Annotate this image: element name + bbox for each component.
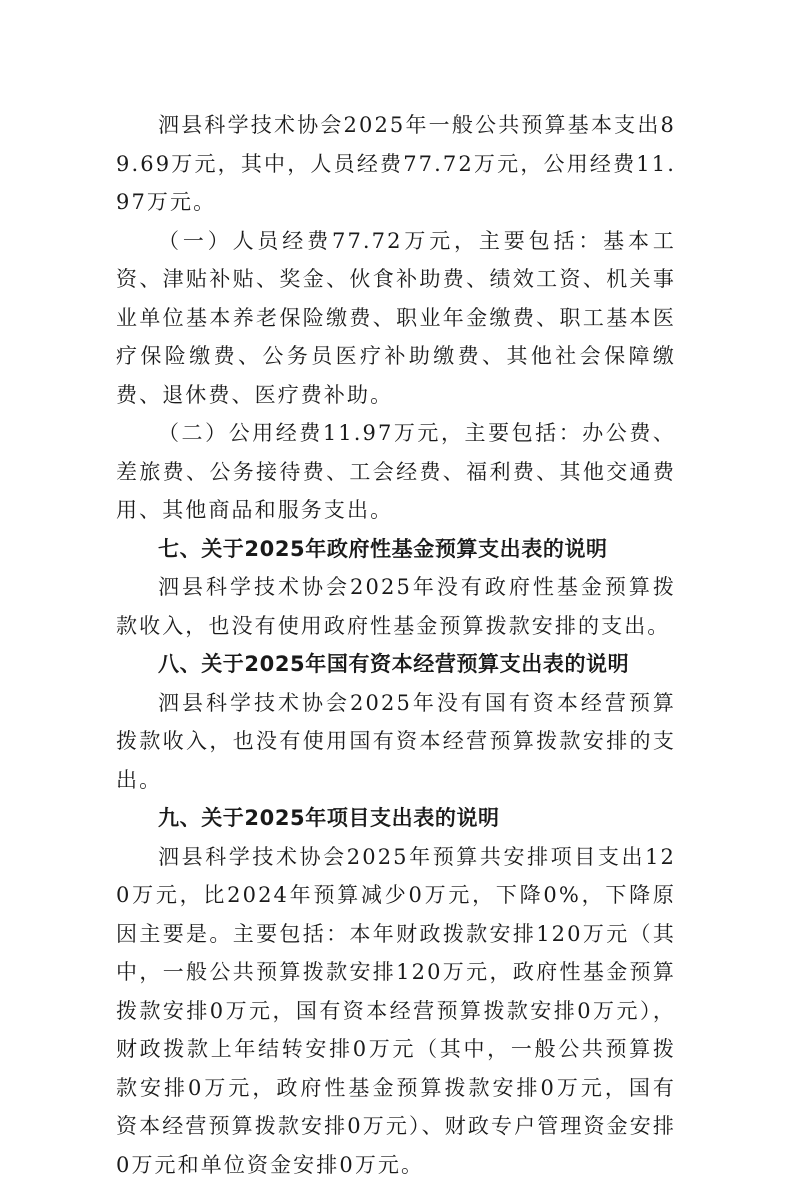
section-heading-8: 八、关于2025年国有资本经营预算支出表的说明 [116, 645, 676, 684]
paragraph-public-expenses: （二）公用经费11.97万元，主要包括：办公费、差旅费、公务接待费、工会经费、福利费、其他交通费用、其他商品和服务支出。 [116, 414, 676, 530]
paragraph-government-fund: 泗县科学技术协会2025年没有政府性基金预算拨款收入，也没有使用政府性基金预算拨款安排的支出。 [116, 568, 676, 645]
paragraph-state-capital: 泗县科学技术协会2025年没有国有资本经营预算拨款收入，也没有使用国有资本经营预算拨款安排的支出。 [116, 684, 676, 800]
paragraph-project-expenditure: 泗县科学技术协会2025年预算共安排项目支出120万元，比2024年预算减少0万元，下降0%，下降原因主要是。主要包括：本年财政拨款安排120万元（其中，一般公共预算拨款安排120万元，政府性基金预算拨款安排0万元，国有资本经营预算拨款安排0万元），财政拨款上年结转安排0万元（其中，一般公共预算拨款安排0万元，政府性基金预算拨款安排0万元，国有资本经营预算拨款安排0万元）、财政专户管理资金安排0万元和单位资金安排0万元。 [116, 838, 676, 1184]
document-body [116, 106, 676, 1184]
section-heading-9: 九、关于2025年项目支出表的说明 [116, 799, 676, 838]
section-heading-7: 七、关于2025年政府性基金预算支出表的说明 [116, 530, 676, 569]
paragraph-personnel-expenses: （一）人员经费77.72万元，主要包括：基本工资、津贴补贴、奖金、伙食补助费、绩效工资、机关事业单位基本养老保险缴费、职业年金缴费、职工基本医疗保险缴费、公务员医疗补助缴费、其他社会保障缴费、退休费、医疗费补助。 [116, 222, 676, 415]
paragraph-basic-expenditure: 泗县科学技术协会2025年一般公共预算基本支出89.69万元，其中，人员经费77.72万元，公用经费11.97万元。 [116, 106, 676, 222]
